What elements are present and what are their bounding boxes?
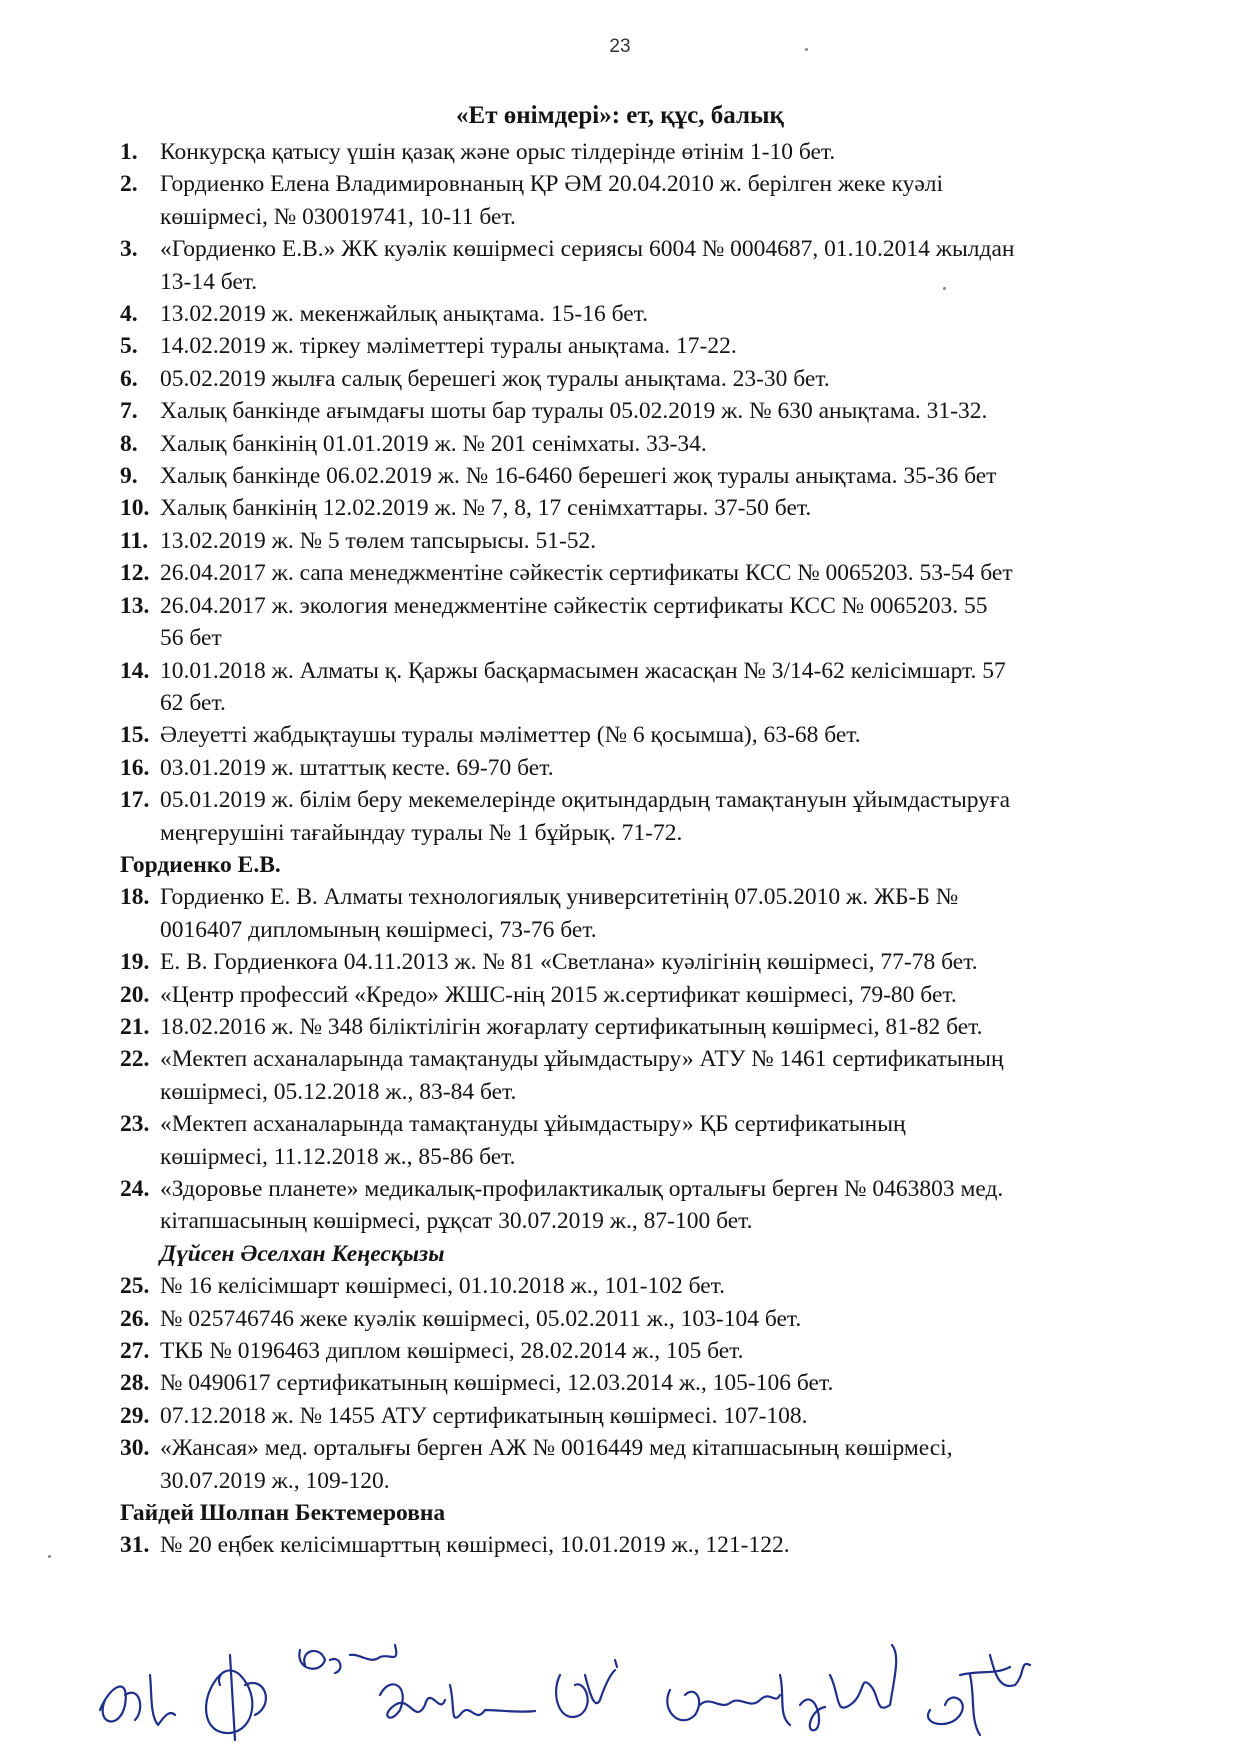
section-heading-gordienko: Гордиенко Е.В. bbox=[120, 851, 281, 878]
scan-speck bbox=[943, 287, 946, 290]
list-item-20: 20. «Центр профессий «Кредо» ЖШС-нің 2015 ж.сертификат көшірмесі, 79-80 бет. bbox=[120, 981, 957, 1008]
signatures bbox=[80, 1615, 1180, 1745]
list-item-2: 2. Гордиенко Елена Владимировнаның ҚР ӘМ 20.04.2010 ж. берілген жеке куәлі көшірмесі, № 030019741, 10-11 бет. bbox=[120, 171, 944, 230]
list-item-13: 13. 26.04.2017 ж. экология менеджментіне сәйкестік сертификаты КСС № 0065203. 55 56 бет bbox=[120, 592, 988, 652]
list-item-27: 27. ТКБ № 0196463 диплом көшірмесі, 28.02.2014 ж., 105 бет. bbox=[120, 1338, 744, 1365]
list-item-16: 16. 03.01.2019 ж. штаттық кесте. 69-70 бет. bbox=[120, 754, 554, 781]
list-item-4: 4. 13.02.2019 ж. мекенжайлық анықтама. 15-16 бет. bbox=[120, 301, 649, 328]
list-item-5: 5. 14.02.2019 ж. тіркеу мәліметтері туралы анықтама. 17-22. bbox=[120, 333, 737, 360]
list-item-21: 21. 18.02.2016 ж. № 348 біліктілігін жоғарлату сертификатының көшірмесі, 81-82 бет. bbox=[120, 1013, 983, 1040]
list-item-29: 29. 07.12.2018 ж. № 1455 АТУ сертификатының көшірмесі. 107-108. bbox=[120, 1402, 808, 1429]
list-item-14: 14. 10.01.2018 ж. Алматы қ. Қаржы басқармасымен жасасқан № 3/14-62 келісімшарт. 57 62 бет. bbox=[120, 657, 1006, 716]
list-item-7: 7. Халық банкінде ағымдағы шоты бар туралы 05.02.2019 ж. № 630 анықтама. 31-32. bbox=[120, 398, 988, 425]
list-item-3: 3. «Гордиенко Е.В.» ЖК куәлік көшірмесі сериясы 6004 № 0004687, 01.10.2014 жылдан 13-14 бет. bbox=[120, 236, 1015, 295]
list-item-24: 24. «Здоровье планете» медикалық-профилактикалық орталығы берген № 0463803 мед. кітапшасының көшірмесі, рұқсат 30.07.2019 ж., 87-100 бет. bbox=[120, 1176, 1004, 1235]
list-item-28: 28. № 0490617 сертификатының көшірмесі, 12.03.2014 ж., 105-106 бет. bbox=[120, 1370, 834, 1397]
list-item-11: 11. 13.02.2019 ж. № 5 төлем тапсырысы. 51-52. bbox=[120, 527, 597, 554]
list-item-17: 17. 05.01.2019 ж. білім беру мекемелерінде оқитындардың тамақтануын ұйымдастыруға меңгерушіні тағайындау туралы № 1 бұйрық. 71-72. bbox=[120, 787, 1011, 846]
scan-speck bbox=[805, 48, 808, 51]
list-item-8: 8. Халық банкінің 01.01.2019 ж. № 201 сенімхаты. 33-34. bbox=[120, 430, 707, 457]
list-item-9: 9. Халық банкінде 06.02.2019 ж. № 16-6460 берешегі жоқ туралы анықтама. 35-36 бет bbox=[120, 463, 997, 490]
list-item-15: 15. Әлеуетті жабдықтаушы туралы мәліметтер (№ 6 қосымша), 63-68 бет. bbox=[120, 722, 861, 749]
list-item-31: 31. № 20 еңбек келісімшарттың көшірмесі, 10.01.2019 ж., 121-122. bbox=[120, 1532, 790, 1559]
document-title: «Ет өнімдері»: ет, құс, балық bbox=[456, 102, 784, 129]
document-list bbox=[120, 136, 1213, 1562]
page-number: 23 bbox=[609, 36, 631, 57]
list-item-22: 22. «Мектеп асханаларында тамақтануды ұйымдастыру» АТУ № 1461 сертификатының көшірмесі, 05.12.2018 ж., 83-84 бет. bbox=[120, 1046, 1004, 1105]
section-heading-gaidei: Гайдей Шолпан Бектемеровна bbox=[120, 1500, 446, 1527]
list-item-10: 10. Халық банкінің 12.02.2019 ж. № 7, 8, 17 сенімхаттары. 37-50 бет. bbox=[120, 495, 812, 522]
list-item-6: 6. 05.02.2019 жылға салық берешегі жоқ туралы анықтама. 23-30 бет. bbox=[120, 365, 830, 392]
scan-speck bbox=[48, 1555, 51, 1558]
section-heading-duisen: Дүйсен Әселхан Кеңесқызы bbox=[160, 1240, 445, 1267]
list-item-19: 19. Е. В. Гордиенкоға 04.11.2013 ж. № 81 «Светлана» куәлігінің көшірмесі, 77-78 бет. bbox=[120, 949, 978, 976]
list-item-26: 26. № 025746746 жеке куәлік көшірмесі, 05.02.2011 ж., 103-104 бет. bbox=[120, 1305, 802, 1332]
list-item-1: 1. Конкурсқа қатысу үшін қазақ және орыс тілдерінде өтінім 1-10 бет. bbox=[120, 139, 836, 165]
handwritten-signatures-image bbox=[80, 1615, 1180, 1745]
list-item-12: 12. 26.04.2017 ж. сапа менеджментіне сәйкестік сертификаты КСС № 0065203. 53-54 бет bbox=[120, 560, 1013, 587]
list-item-23: 23. «Мектеп асханаларында тамақтануды ұйымдастыру» ҚБ сертификатының көшірмесі, 11.12.2018 ж., 85-86 бет. bbox=[120, 1111, 906, 1170]
list-item-25: 25. № 16 келісімшарт көшірмесі, 01.10.2018 ж., 101-102 бет. bbox=[120, 1273, 726, 1300]
list-item-30: 30. «Жансая» мед. орталығы берген АЖ № 0016449 мед кітапшасының көшірмесі, 30.07.2019 ж., 109-120. bbox=[120, 1435, 953, 1494]
list-item-18: 18. Гордиенко Е. В. Алматы технологиялық университетінің 07.05.2010 ж. ЖБ-Б № 0016407 дипломының көшірмесі, 73-76 бет. bbox=[120, 884, 959, 943]
